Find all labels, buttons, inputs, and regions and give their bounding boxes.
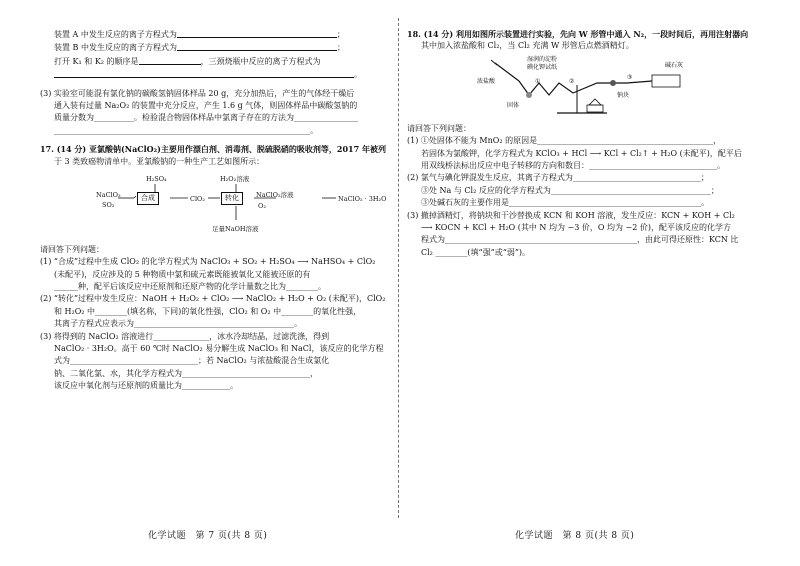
answer-blank[interactable] <box>177 28 337 38</box>
clo2-label: ClO₂ <box>190 194 205 203</box>
lime-label: 碱石灰 <box>665 61 684 69</box>
answer-line: 其离子方程式应表示为________________________________________。 <box>54 319 302 329</box>
naclo3-label: NaClO₃ <box>96 190 121 199</box>
paper-label-1: 湿润的淀粉 <box>527 55 558 63</box>
answer-line: Cl₂ ________(填“强”或“弱”)。 <box>421 247 531 257</box>
h2o2-label: H₂O₂溶液 <box>220 174 250 183</box>
answer-line: (2) “转化”过程中发生反应：NaOH + H₂O₂ + ClO₂ ⟶ NaClO₂ + H₂O + O₂ (未配平)，ClO₂ <box>40 294 386 304</box>
answer-line: 式为________________________________；若 NaClO₂ 与浓盐酸混合生成氯化 <box>54 356 330 366</box>
marker-2: ② <box>569 77 575 85</box>
page-divider <box>398 18 399 518</box>
q16-line-2: 装置 B 中发生反应的离子方程式为 ； <box>54 43 345 53</box>
answer-line: ③处碱石灰的主要作用是________________________________________________。 <box>421 198 709 208</box>
q18-line-2: 其中加入浓盐酸和 Cl₂，当 Cl₂ 充满 W 形管后点燃酒精灯。 <box>421 41 634 51</box>
answer-line: ⟶ KOCN + KCl + H₂O (其中 N 均为 −3 价，O 均为 −2 价)，配平该反应的化学方 <box>421 222 731 232</box>
answer-line: 若固体为氯酸钾，化学方程式为 KClO₃ + HCl ⟶ KCl + Cl₂↑ + H₂O (未配平)，配平后 <box>421 148 742 158</box>
answer-blank[interactable] <box>177 41 337 51</box>
q16-line-3: 打开 K₁ 和 K₂ 的顺序是 ，三颈烧瓶中反应的离子方程式为 <box>54 56 321 66</box>
q16-3-line-2: 通入装有过量 Na₂O₂ 的装置中充分反应，产生 1.6 g 气体，则固体样品中碳酸氢钠的 <box>54 100 358 110</box>
naoh-label: 足量NaOH溶液 <box>212 224 259 233</box>
footer-page-7: 化学试题 第 7 页(共 8 页) <box>148 531 268 541</box>
answer-line: (2) 氯气与碘化钾混发生反应，其离子方程式为________________________________； <box>407 173 709 183</box>
zhuanhua-box: 转化 <box>221 192 243 205</box>
page-7-column <box>40 28 390 393</box>
process-flow-diagram <box>40 170 390 240</box>
answer-line: (3) 撤掉酒精灯，将钠块和干沙替换成 KCN 和 KOH 溶液，发生反应：KCN + KOH + Cl₂ <box>407 210 735 220</box>
solid-label: 固体 <box>507 101 520 109</box>
answer-blank[interactable] <box>54 68 354 78</box>
answer-line: 程式为________________________________________________，由此可得还原性：KCN 比 <box>421 235 739 245</box>
answer-line: 该反应中氧化剂与还原剂的质量比为____________。 <box>54 381 238 391</box>
answer-line: 和 H₂O₂ 中________(填名称，下同)的氧化性强，ClO₂ 和 O₂ 中________的氧化性强， <box>54 306 362 316</box>
answer-line: 请回答下列问题： <box>407 123 471 133</box>
answer-line: NaClO₂ · 3H₂O。高于 60 ℃时 NaClO₂ 易分解生成 NaClO₃ 和 NaCl，该反应的化学方程 <box>54 344 384 354</box>
apparatus-diagram <box>477 55 707 117</box>
q17-line-2: 于 3 类致癌物清单中。亚氯酸钠的一种生产工艺如图所示： <box>54 156 265 166</box>
h2so4-label: H₂SO₄ <box>146 174 167 183</box>
sodium-label: 钠块 <box>617 91 630 99</box>
hecheng-box: 合成 <box>137 192 159 205</box>
answer-line: ③处 Na 与 Cl₂ 反应的化学方程式为________________________________________； <box>421 185 719 195</box>
answer-line: (1) ①处固体不能为 MnO₂ 的原因是____________________________________________， <box>407 136 722 146</box>
page-8-column <box>407 28 767 259</box>
q16-3-line-1: (3) 实验室可能混有氯化钠的碳酸氢钠固体样品 20 g，充分加热后，产生的气体经干燥后 <box>40 88 355 98</box>
q16-line-4: 。 <box>40 68 390 81</box>
acid-label: 浓盐酸 <box>477 77 496 85</box>
answer-blank[interactable] <box>139 55 201 65</box>
o2-label: O₂ <box>258 201 266 210</box>
so2-label: SO₂ <box>102 200 115 209</box>
answer-line: (3) 将得到的 NaClO₂ 溶液进行______________，冰水冷却结晶，过滤洗涤，得到 <box>40 331 330 341</box>
marker-3: ③ <box>627 73 633 81</box>
answer-line: (未配平)，反应涉及的 5 种物质中氯和硫元素既能被氧化又能被还原的有 <box>54 269 311 279</box>
footer-page-8: 化学试题 第 8 页(共 8 页) <box>515 531 635 541</box>
answer-line: ______种，配平后该反应中还原剂和还原产物的化学计量数之比为________。 <box>54 282 326 292</box>
q16-3-line-4: ________________________________________________________________。 <box>54 125 318 135</box>
q16-line-1: 装置 A 中发生反应的离子方程式为 ； <box>54 30 345 39</box>
marker-1: ① <box>535 77 541 85</box>
q16-3-line-3: 质量分数为__________。检验混合物固体样品中氯离子存在的方法为________________ <box>54 113 358 123</box>
product-label: NaClO₂ · 3H₂O <box>338 194 387 203</box>
paper-label-2: 碘化钾试纸 <box>527 63 558 71</box>
answer-line: 用双线桥法标出反应中电子转移的方向和数目：________________________________。 <box>421 160 725 170</box>
answer-line: 钠、二氧化氯、水，其化学方程式为________________________________， <box>54 368 318 378</box>
q17-line-1: 17. (14 分) 亚氯酸钠(NaClO₂)主要用作漂白剂、消毒剂、脱硫脱硝的吸收剂等，2017 年被列 <box>40 144 386 155</box>
answer-line: (1) “合成”过程中生成 ClO₂ 的化学方程式为 NaClO₃ + SO₂ + H₂SO₄ ⟶ NaHSO₄ + ClO₂ <box>40 257 376 267</box>
q18-line-1: 18. (14 分) 利用如图所示装置进行实验，先向 W 形管中通入 N₂，一段时间后，再用注射器向 <box>407 29 749 39</box>
naclo2-solution-label: NaClO₂溶液 <box>256 190 294 199</box>
answer-line: 请回答下列问题： <box>40 244 104 254</box>
